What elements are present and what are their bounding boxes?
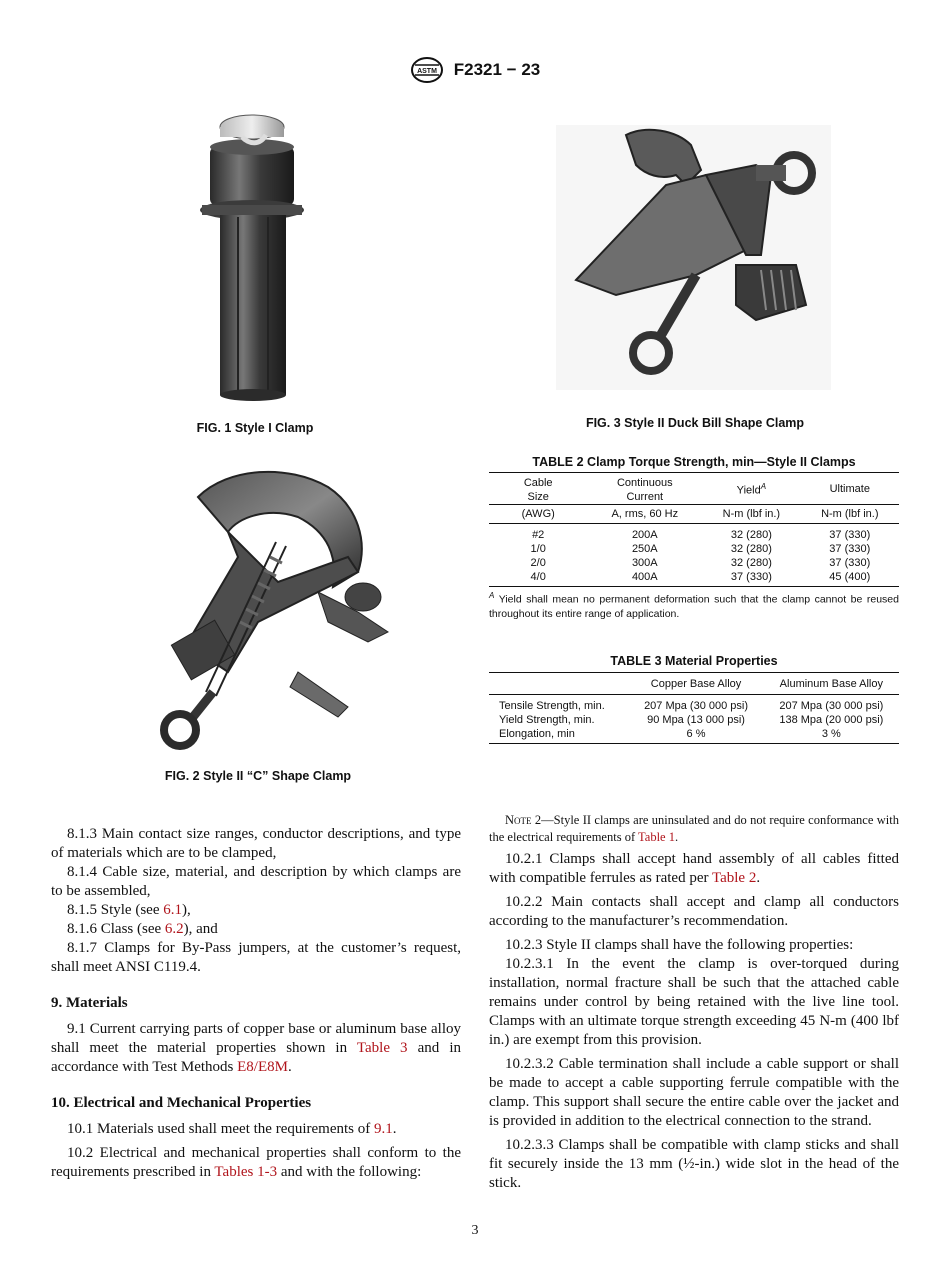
table2-header-cell: Cable Size <box>523 477 553 503</box>
table-cell: 37 (330) <box>730 571 772 583</box>
table-cell: 138 Mpa (20 000 psi) <box>779 714 884 726</box>
table2-title: TABLE 2 Clamp Torque Strength, min—Style II Clamps <box>532 455 856 469</box>
table-cell: 250A <box>631 543 658 555</box>
paragraph-10-2-2: 10.2.2 Main contacts shall accept and clamp all conductors according to the manufacturer’s recommendation. <box>489 894 899 929</box>
paragraph-8-1-5: 8.1.5 Style (see 6.1), <box>67 902 191 918</box>
table-cell: 37 (330) <box>829 529 871 541</box>
paragraph-10-2-3-2: 10.2.3.2 Cable termination shall include a cable support or shall be made to accept a cable supporting ferrule compatible with the clamp. This support shall secure the entire cable over the jacket and is provided in addition to the electrical connection to the strand. <box>489 1056 899 1129</box>
table2-header-cell: Continuous Current <box>616 477 673 503</box>
table2-unit-cell: A, rms, 60 Hz <box>611 508 679 520</box>
paragraph-9-1: 9.1 Current carrying parts of copper base or aluminum base alloy shall meet the material properties shown in Table 3 and in accordance with Test Methods E8/E8M. <box>51 1021 461 1075</box>
link-test-method-e8[interactable]: E8/E8M <box>237 1059 288 1075</box>
table-cell: 207 Mpa (30 000 psi) <box>644 700 749 712</box>
table-cell: 2/0 <box>530 557 546 569</box>
table-cell: 45 (400) <box>829 571 871 583</box>
link-table-1[interactable]: Table 1 <box>638 830 675 844</box>
paragraph-8-1-3: 8.1.3 Main contact size ranges, conductor descriptions, and type of materials which are to be clamped, <box>51 826 461 861</box>
table2-header-cell: Yield$^A$ <box>736 481 767 497</box>
table-cell: 300A <box>631 557 658 569</box>
table-cell: #2 <box>532 529 545 541</box>
note-2: Note 2—Style II clamps are uninsulated and do not require conformance with the electrical requirements of Table 1. <box>489 813 899 844</box>
table-cell: Yield Strength, min. <box>499 714 595 726</box>
fig3-duck-bill-clamp-image <box>556 125 831 390</box>
svg-text:ASTM: ASTM <box>416 68 437 75</box>
paragraph-8-1-4: 8.1.4 Cable size, material, and description by which clamps are to be assembled, <box>51 864 461 899</box>
table-cell: Tensile Strength, min. <box>499 700 605 712</box>
standard-designation: F2321 − 23 <box>453 60 541 79</box>
page-number: 3 <box>471 1223 479 1238</box>
paragraph-8-1-7: 8.1.7 Clamps for By-Pass jumpers, at the customer’s request, shall meet ANSI C119.4. <box>51 940 461 975</box>
section-heading-materials: 9. Materials <box>51 995 128 1011</box>
table-row <box>489 570 899 587</box>
table-cell: 207 Mpa (30 000 psi) <box>779 700 884 712</box>
table3-header-row <box>489 673 899 695</box>
table-cell: 6 % <box>686 728 706 740</box>
fig3-caption: FIG. 3 Style II Duck Bill Shape Clamp <box>585 416 805 430</box>
table2-header-row <box>489 473 899 505</box>
table2-footnote: $^A$ Yield shall mean no permanent deformation such that the clamp cannot be reused throughout its entire range of application. <box>489 591 899 620</box>
table-cell: 4/0 <box>530 571 546 583</box>
paragraph-10-2-3-3: 10.2.3.3 Clamps shall be compatible with clamp sticks and shall fit securely inside the 13 mm (½-in.) wide slot in the head of the stick. <box>489 1137 899 1191</box>
table2-units-row <box>489 505 899 524</box>
link-tables-1-3[interactable]: Tables 1-3 <box>214 1164 278 1180</box>
section-heading-electrical-mechanical: 10. Electrical and Mechanical Properties <box>51 1095 312 1111</box>
table-cell: 32 (280) <box>730 557 772 569</box>
fig2-c-shape-clamp-image <box>118 462 398 762</box>
fig1-style-i-clamp-image <box>180 105 320 415</box>
fig1-caption: FIG. 1 Style I Clamp <box>196 421 314 435</box>
table3-header-cell: Copper Base Alloy <box>650 678 742 690</box>
right-column <box>489 812 899 1193</box>
table-cell: 37 (330) <box>829 557 871 569</box>
table3-title: TABLE 3 Material Properties <box>610 654 778 668</box>
table-row <box>489 727 899 744</box>
paragraph-10-2-3-1: 10.2.3.1 In the event the clamp is over-torqued during installation, normal fracture shall be such that the attached cable remains under control by being retained with the live line tool. Clamps with an ultimate torque strength exceeding 45 N-m (400 lbf in.) are exempt from this provision. <box>489 956 899 1048</box>
table3 <box>489 672 899 744</box>
fig2-caption: FIG. 2 Style II “C” Shape Clamp <box>164 769 352 783</box>
table-cell: 400A <box>631 571 658 583</box>
link-section-6-1[interactable]: 6.1 <box>163 902 182 918</box>
table-row <box>489 713 899 727</box>
table-cell: Elongation, min <box>499 728 575 740</box>
table-cell: 32 (280) <box>730 529 772 541</box>
page-header <box>0 56 950 84</box>
astm-logo-icon <box>410 56 444 84</box>
table-row <box>489 524 899 543</box>
table-cell: 37 (330) <box>829 543 871 555</box>
link-section-6-2[interactable]: 6.2 <box>164 921 184 937</box>
table2-unit-cell: N-m (lbf in.) <box>821 508 879 520</box>
table-cell: 1/0 <box>530 543 546 555</box>
link-section-9-1[interactable]: 9.1 <box>374 1121 393 1137</box>
table2 <box>489 472 899 587</box>
link-table-2[interactable]: Table 2 <box>711 870 757 886</box>
paragraph-10-1: 10.1 Materials used shall meet the requirements of 9.1. <box>67 1121 397 1137</box>
table2-unit-cell: (AWG) <box>521 508 555 520</box>
paragraph-10-2-3: 10.2.3 Style II clamps shall have the following properties: <box>505 937 854 953</box>
link-table-3[interactable]: Table 3 <box>356 1040 408 1056</box>
table-row <box>489 556 899 570</box>
left-column <box>51 825 461 1182</box>
table2-unit-cell: N-m (lbf in.) <box>722 508 781 520</box>
table2-header-cell: Ultimate <box>829 482 870 495</box>
table-cell: 3 % <box>821 728 841 740</box>
table3-header-cell <box>489 673 628 695</box>
table-row <box>489 542 899 556</box>
table-cell: 32 (280) <box>730 543 772 555</box>
paragraph-8-1-6: 8.1.6 Class (see 6.2), and <box>67 921 218 937</box>
table-cell: 90 Mpa (13 000 psi) <box>647 714 745 726</box>
table3-header-cell: Aluminum Base Alloy <box>779 678 883 690</box>
table-cell: 200A <box>631 529 658 541</box>
paragraph-10-2: 10.2 Electrical and mechanical properties shall conform to the requirements prescribed in Tables 1-3 and with the following: <box>51 1145 461 1180</box>
table-row <box>489 695 899 714</box>
paragraph-10-2-1: 10.2.1 Clamps shall accept hand assembly of all cables fitted with compatible ferrules as rated per Table 2. <box>489 851 899 886</box>
